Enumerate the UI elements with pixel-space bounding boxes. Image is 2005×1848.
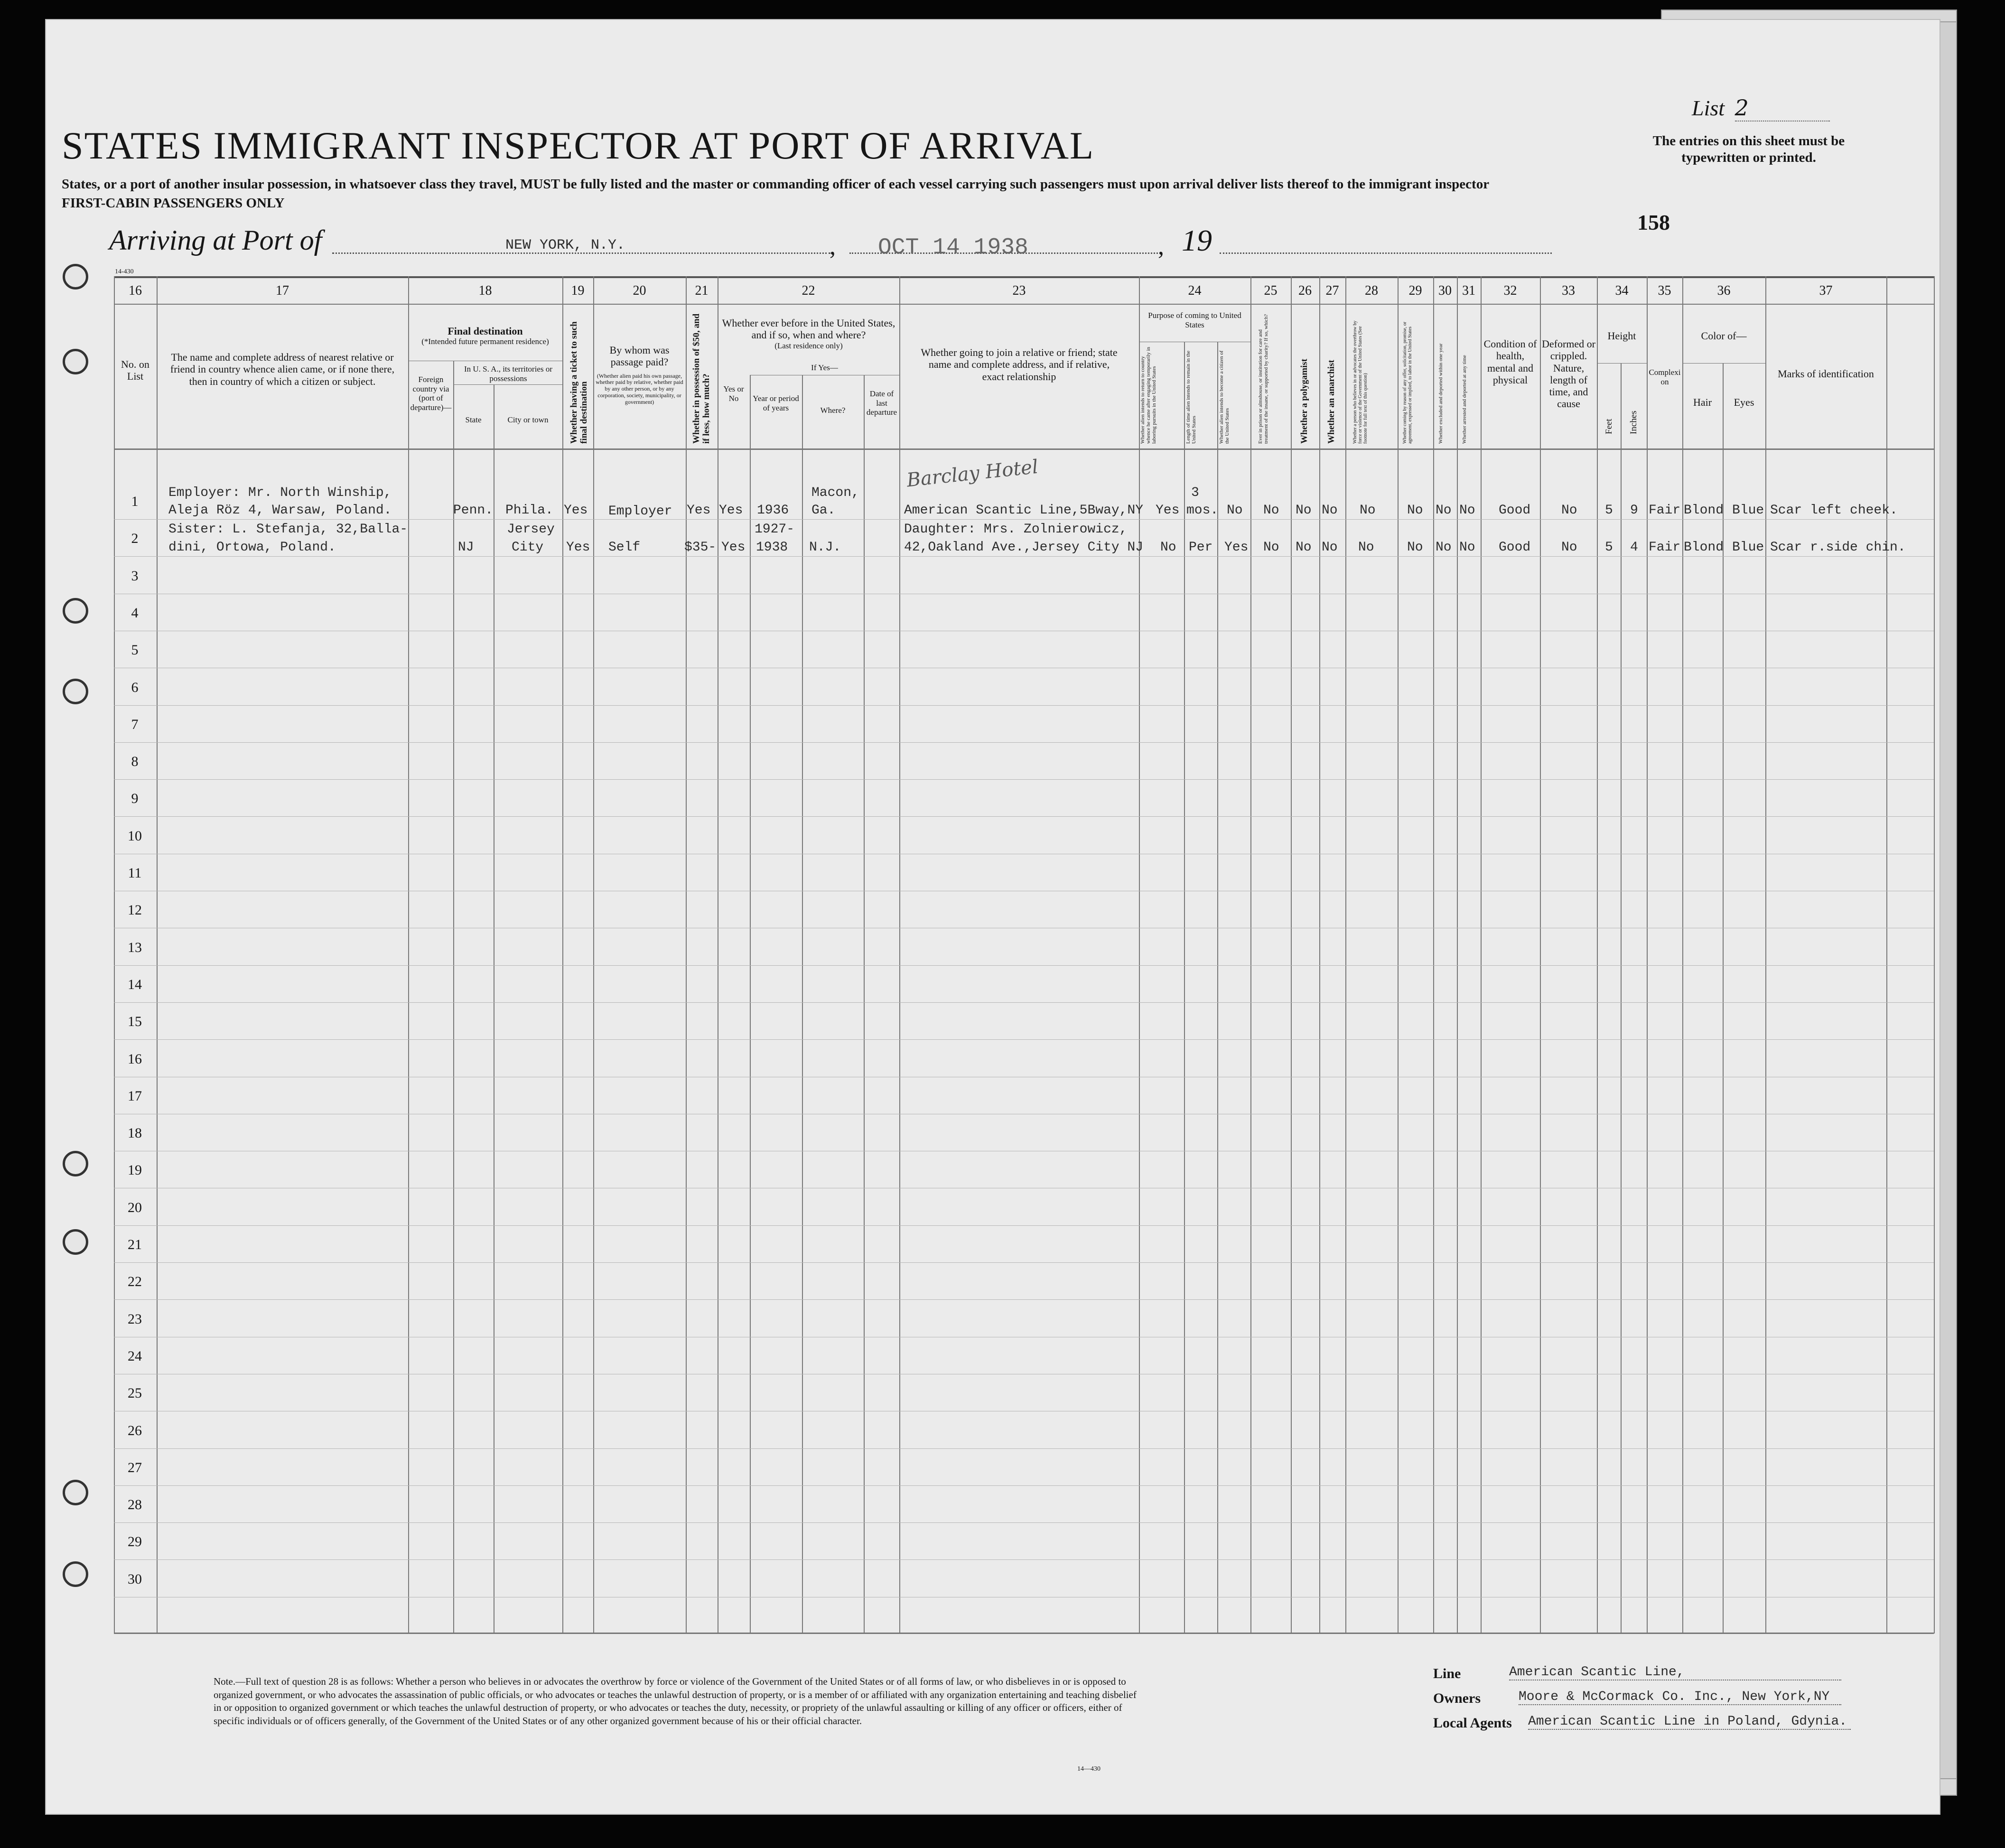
row-number: 16 [128,1051,142,1067]
col-number-34: 34 [1615,283,1629,298]
header-foreign-country: Foreign country via (port of departure)— [410,375,452,412]
punch-hole [63,1480,88,1505]
punch-hole [63,264,88,289]
cell-q28: No [1360,503,1376,518]
header-nearest-relative: The name and complete address of nearest relative or friend in country whence alien came, or if none there, then in country of which a citizen or subject. [170,351,395,387]
cell-ticket: Yes [564,503,588,518]
cell-citizen: Yes [1224,540,1249,555]
row-number: 9 [131,791,139,806]
row-number: 3 [131,568,139,584]
col-number-30: 30 [1438,283,1452,298]
header-health: Condition of health, mental and physical [1483,338,1537,386]
footnote-q28: Note.—Full text of question 28 is as follows: Whether a person who believes in or advocates the overthrow by force or violence of the Government of the United States or of all forms of law, or who disbelieves in or is opposed to organized government, or who advocates the assassination of public officials, or who advocates or teaches the unlawful destruction of property, or is a member of or affiliated with any organization entertaining and teaching disbelief in or opposition to organized government or which teaches the unlawful destruction of property, or who advocates or teaches the duty, necessity, or propriety of the unlawful assaulting or killing of any officer or officers, either of specific individuals or of officers generally, of the Government of the United States or of any other organized government because of his or their official character. [214,1676,1137,1727]
cell-return: Yes [1156,503,1180,518]
cell-hair: Blond [1684,540,1724,555]
column-divider [1291,276,1292,1633]
cell-citizen: No [1227,503,1243,518]
row-number: 28 [128,1497,142,1512]
row-number: 29 [128,1534,142,1549]
punch-hole [63,1229,88,1255]
column-divider [593,276,594,1633]
col-number-31: 31 [1462,283,1475,298]
col-number-35: 35 [1658,283,1671,298]
col-number-24: 24 [1188,283,1202,298]
table-top-border [114,276,1934,278]
row-number: 2 [131,531,139,546]
header-passage-paid: By whom was passage paid? (Whether alien paid his own passage, whether paid by relative, whether paid by any other person, or by any corporation, society, municipality, or government) [596,344,683,405]
row-rule [114,1002,1934,1003]
subtitle: States, or a port of another insular possession, in whatsoever class they travel, MUST be fully listed and the master or commanding officer of each vessel carrying such passengers must upon arrival deliver lists thereof to the immigrant inspector [62,177,1490,192]
cell-polygamist: No [1296,503,1312,518]
column-divider [1481,276,1482,1633]
column-divider [1934,276,1935,1633]
header-anarchist: Whether an anarchist [1326,360,1336,444]
cell-q29: No [1407,503,1423,518]
header-money: Whether in possession of $50, and if less, how much? [691,313,711,444]
header-polygamist: Whether a polygamist [1299,358,1309,444]
header-return-intent: Whether alien intends to return to country whence he came after engaging temporarily in laboring pursuits in the United States [1140,346,1157,444]
cell-relative: Employer: Mr. North Winship, [168,485,392,500]
header-height: Height [1607,330,1636,342]
subheader-line [453,384,562,385]
column-divider [408,276,409,1633]
cell-relative: Aleja Röz 4, Warsaw, Poland. [168,503,392,518]
row-number: 13 [128,940,142,955]
row-number: 17 [128,1088,142,1104]
row-number: 27 [128,1460,142,1475]
cell-length: mos. [1186,503,1219,518]
punch-hole [63,679,88,704]
row-number: 1 [131,494,139,509]
comma-sep: , [1158,233,1164,260]
cell-prison: No [1263,503,1279,518]
row-number: 7 [131,717,139,732]
row-rule [114,1225,1934,1226]
cell-join: 42,Oakland Ave.,Jersey City NJ [904,540,1144,555]
row-number: 10 [128,828,142,844]
comma-sep: , [830,233,836,260]
cell-q30: No [1436,503,1452,518]
agents-label: Local Agents [1433,1715,1512,1731]
cell-marks: Scar r.side chin. [1770,540,1906,555]
row-number: 20 [128,1200,142,1215]
col-number-28: 28 [1365,283,1378,298]
header-yes-no: Yes or No [723,384,744,403]
row-rule [114,965,1934,966]
row-rule [114,1485,1934,1486]
col-number-27: 27 [1325,283,1339,298]
line-label: Line [1433,1666,1461,1681]
col-number-18: 18 [478,283,492,298]
punch-hole [63,1151,88,1176]
row-number: 6 [131,680,139,695]
column-divider [562,276,563,1633]
cell-where: Macon, [811,485,859,500]
header-ever-before: Whether ever before in the United States, and if so, when and where? (Last residence only) [722,317,895,350]
year-dotted-line [1220,252,1552,254]
column-divider [1597,276,1598,1633]
header-purpose: Purpose of coming to United States [1148,311,1241,329]
cell-anarchist: No [1322,503,1338,518]
cell-money: $35- [684,540,717,555]
cell-before: Yes [721,540,746,555]
row-number: 8 [131,754,139,769]
header-q31: Whether arrested and deported at any time [1462,355,1467,444]
header-no-on-list: No. on List [121,358,149,383]
row-rule [114,1039,1934,1040]
column-divider [1765,276,1766,1633]
header-inches: Inches [1629,411,1639,434]
cell-q29: No [1407,540,1423,555]
cell-health: Good [1499,540,1531,555]
cell-deformed: No [1561,540,1577,555]
cell-ticket: Yes [566,540,590,555]
column-divider [1398,276,1399,1633]
class-line: FIRST-CABIN PASSENGERS ONLY [62,196,285,211]
row-number: 19 [128,1162,142,1178]
cell-relative: dini, Ortowa, Poland. [168,540,336,555]
col-number-23: 23 [1012,283,1026,298]
column-divider [114,276,115,1633]
cell-relative: Sister: L. Stefanja, 32,Balla- [168,522,408,537]
cell-join: American Scantic Line,5Bway,NY [904,503,1144,518]
column-divider [1319,276,1320,1633]
cell-year: 1936 [757,503,789,518]
row-number: 4 [131,605,139,621]
cell-where: N.J. [809,540,841,555]
cell-feet: 5 [1605,540,1613,555]
cell-length: Per [1189,540,1213,555]
col-number-25: 25 [1264,283,1278,298]
row-number: 22 [128,1274,142,1289]
row-number: 14 [128,977,142,992]
col-number-20: 20 [633,283,646,298]
row-rule [114,816,1934,817]
col-number-16: 16 [129,283,142,298]
cell-city: City [512,540,544,555]
typewritten-instruction: The entries on this sheet must be typewritten or printed. [1652,133,1845,165]
cell-q28: No [1358,540,1374,555]
cell-q31: No [1459,540,1475,555]
cell-inches: 9 [1630,503,1638,518]
handwritten-hotel: Barclay Hotel [905,456,1039,492]
col-number-22: 22 [802,283,815,298]
row-rule [114,1559,1934,1560]
column-divider [1682,276,1683,1633]
header-if-yes: If Yes— [811,363,838,372]
header-city: City or town [507,415,549,424]
cell-paid-by: Self [608,540,641,555]
col-number-37: 37 [1819,283,1833,298]
punch-hole [63,1561,88,1587]
header-q28: Whether a person who believes in or advocates the overthrow by force or violence of the Government of the United States (See footnote for full text of this question) [1352,320,1368,444]
column-divider [1345,276,1346,1633]
cell-feet: 5 [1605,503,1613,518]
punch-hole [63,598,88,624]
header-q30: Whether excluded and deported within one year [1438,343,1444,444]
cell-q31: No [1459,503,1475,518]
row-rule [114,742,1934,743]
arriving-label: Arriving at Port of [109,224,322,256]
header-q29: Whether coming by reason of any offer, solicitation, promise, or agreement, expressed or implied, to labor in the United States [1402,321,1413,444]
col-number-21: 21 [695,283,709,298]
col-number-36: 36 [1717,283,1731,298]
row-rule [114,556,1934,557]
header-final-destination: Final destination (*Intended future permanent residence) [421,325,549,346]
header-length-stay: Length of time alien intends to remain in the United States [1185,350,1197,444]
form-number: 14-430 [115,268,134,275]
row-number: 25 [128,1385,142,1401]
column-divider [750,375,751,1633]
header-eyes: Eyes [1734,396,1754,408]
row-number: 23 [128,1311,142,1327]
cell-polygamist: No [1296,540,1312,555]
row-rule [114,779,1934,780]
col-number-32: 32 [1503,283,1517,298]
list-label: List 2 [1692,95,1830,121]
subheader-line [1682,363,1765,364]
date-stamp: OCT 14 1938 [878,235,1028,261]
cell-length: 3 [1191,485,1199,500]
cell-join: Daughter: Mrs. Zolnierowicz, [904,522,1128,537]
col-number-33: 33 [1562,283,1575,298]
cell-state: Penn. [453,503,494,518]
col-number-19: 19 [571,283,585,298]
cell-complexion: Fair [1649,540,1681,555]
year-prefix: 19 [1182,224,1212,257]
sheet-number: 158 [1637,210,1670,234]
cell-paid-by: Employer [608,504,672,519]
header-in-usa: In U. S. A., its territories or possessions [464,364,553,383]
column-divider [802,375,803,1633]
line-value: American Scantic Line, [1509,1665,1841,1680]
cell-anarchist: No [1322,540,1338,555]
column-divider [1217,342,1218,1633]
punch-hole [63,349,88,374]
col-number-29: 29 [1408,283,1422,298]
row-number: 21 [128,1237,142,1252]
cell-inches: 4 [1630,540,1638,555]
row-rule [114,705,1934,706]
header-prison: Ever in prison or almshouse, or institution for care and treatment of the insane, or supported by charity? If so, which? [1258,314,1269,444]
column-divider [1457,276,1458,1633]
port-value: NEW YORK, N.Y. [505,237,625,253]
column-divider [1139,276,1140,1633]
header-feet: Feet [1604,419,1614,434]
column-divider [1621,363,1622,1633]
column-number-divider [114,304,1934,305]
column-divider [686,276,687,1633]
cell-eyes: Blue [1732,540,1764,555]
column-divider [899,276,900,1633]
cell-marks: Scar left cheek. [1770,503,1898,518]
column-divider [1647,276,1648,1633]
row-rule [114,519,1934,520]
row-number: 24 [128,1348,142,1364]
owners-value: Moore & McCormack Co. Inc., New York,NY [1519,1689,1841,1705]
cell-where: Ga. [811,503,836,518]
row-number: 15 [128,1014,142,1029]
cell-return: No [1160,540,1176,555]
cell-hair: Blond [1684,503,1724,518]
footer-form-number: 14—430 [1077,1765,1100,1773]
row-number: 5 [131,642,139,658]
cell-state: NJ [458,540,474,555]
row-rule [114,1448,1934,1449]
list-number: 2 [1735,95,1830,121]
header-complexion: Complexion [1649,368,1681,386]
header-deformed: Deformed or crippled. Nature, length of time, and cause [1541,338,1595,410]
row-rule [114,1299,1934,1300]
cell-prison: No [1263,540,1279,555]
header-year: Year or period of years [753,394,799,412]
table-bottom-border [114,1633,1934,1634]
row-number: 30 [128,1571,142,1587]
cell-before: Yes [719,503,743,518]
column-divider [1250,276,1251,1633]
header-date-departure: Date of last departure [866,389,897,417]
column-divider [1433,276,1434,1633]
page-title: STATES IMMIGRANT INSPECTOR AT PORT OF ARRIVAL [62,124,1095,167]
row-number: 18 [128,1125,142,1141]
row-number: 12 [128,902,142,918]
cell-city: Jersey [507,522,555,537]
row-number: 11 [128,865,142,881]
header-state: State [465,415,482,424]
cell-complexion: Fair [1649,503,1681,518]
row-rule [114,1262,1934,1263]
agents-value: American Scantic Line in Poland, Gdynia. [1528,1714,1851,1730]
col-number-17: 17 [276,283,289,298]
owners-label: Owners [1433,1690,1481,1706]
cell-year: 1938 [756,540,788,555]
header-color: Color of— [1701,330,1747,342]
column-divider [1184,342,1185,1633]
cell-year: 1927- [755,522,795,537]
header-ticket: Whether having a ticket to such final destination [569,321,589,444]
column-divider [157,276,158,1633]
row-rule [114,1522,1934,1523]
col-number-26: 26 [1298,283,1312,298]
header-bottom-divider [114,448,1934,450]
cell-eyes: Blue [1732,503,1764,518]
header-join-relative: Whether going to join a relative or friend; state name and complete address, and if relative, exact relationship [921,346,1118,383]
header-where: Where? [820,406,846,415]
cell-city: Phila. [505,503,553,518]
subheader-line [1597,363,1647,364]
column-divider [1886,276,1887,1633]
header-citizen-intent: Whether alien intends to become a citizen of the United States [1219,350,1231,444]
cell-q30: No [1436,540,1452,555]
cell-health: Good [1499,503,1531,518]
column-divider [864,375,865,1633]
column-divider [1540,276,1541,1633]
cell-deformed: No [1561,503,1577,518]
column-divider [453,361,454,1633]
cell-money: Yes [687,503,711,518]
header-hair: Hair [1693,396,1712,408]
header-marks: Marks of identification [1778,368,1874,380]
row-number: 26 [128,1423,142,1438]
